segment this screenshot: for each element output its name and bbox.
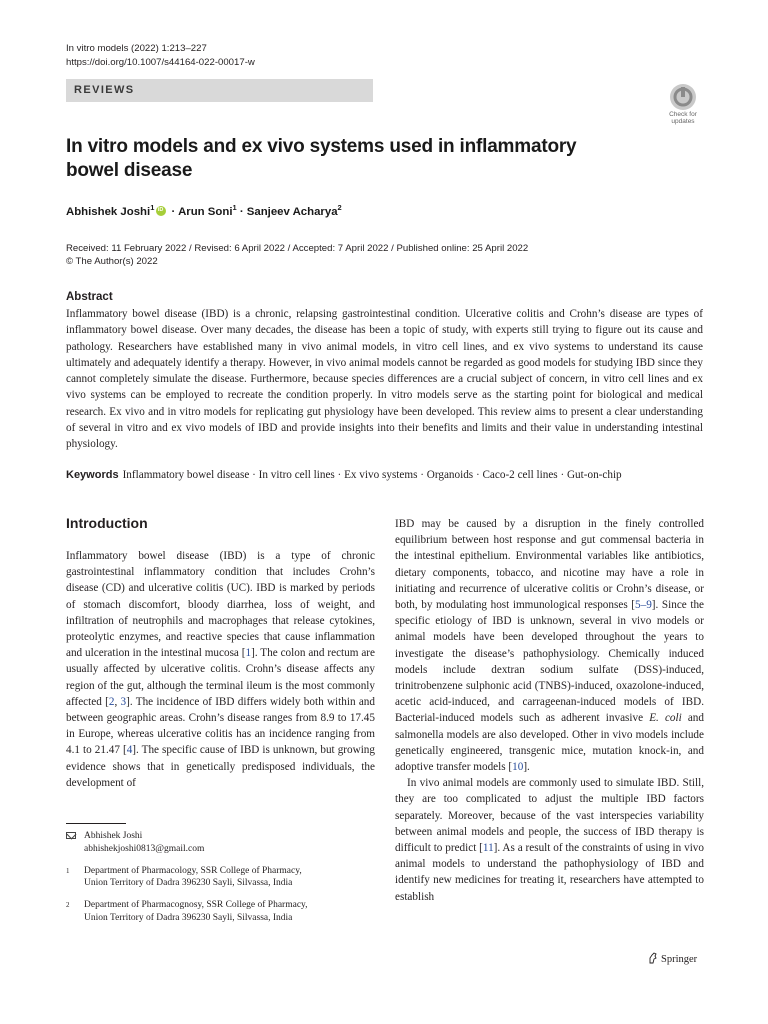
author-affiliation-mark: 1 [232,203,237,212]
footnote-divider [66,823,126,824]
corresponding-author-email[interactable]: abhishekjoshi0813@gmail.com [84,843,205,854]
body-column-left [66,548,375,791]
author-separator: · [168,205,179,218]
affiliation-line: Union Territory of Dadra 396230 Sayli, Silvassa, India [84,912,293,923]
article-title: In vitro models and ex vivo systems used in inflammatory bowel disease [66,136,577,181]
affiliation-mark: 1 [66,866,70,875]
corresponding-author-note [66,830,375,856]
citation-link[interactable]: 1 [245,647,252,660]
keywords-label: Keywords [66,469,119,481]
orcid-icon[interactable] [156,206,166,216]
envelope-icon [66,832,76,839]
author-affiliation-mark: 2 [337,203,342,212]
affiliation-line: Department of Pharmacology, SSR College of Pharmacy, [84,865,302,876]
doi-link[interactable]: https://doi.org/10.1007/s44164-022-00017-w [66,57,255,68]
keywords [66,469,622,481]
author-affiliation-mark: 1 [150,203,155,212]
introduction-heading: Introduction [66,515,148,531]
citation-link[interactable]: 2 [108,695,115,708]
citation-link[interactable]: 3 [120,695,127,708]
citation-link[interactable]: 5–9 [635,599,652,612]
copyright-line: © The Author(s) 2022 [66,256,158,267]
body-paragraph: Inflammatory bowel disease (IBD) is a type of chronic gastrointestinal inflammatory condition that includes Crohn’s disease (CD) and ulcerative colitis (UC). IBD is marked by periods of stomach discomfort, bloody diarrhea, loss of weight, and infiltration of neutrophils and macrophages that release cytokines, proteolytic enzymes, and reactive species that cause inflammation and ulceration in the intestinal mucosa [1]. The colon and rectum are usually affected by ulcerative colitis. Crohn’s disease affects any region of the gut, although the terminal ileum is the most commonly affected [2, 3]. The incidence of IBD differs widely both within and between geographic areas. Crohn’s disease ranges from 8.9 to 17.45 in Europe, whereas ulcerative colitis has an incidence ranging from 4.1 to 21.47 [4]. The specific cause of IBD is unknown, but growing evidence shows that in genetically predisposed individuals, the development of [66,550,375,789]
check-updates-line1: Check for [669,111,697,118]
body-column-right [395,516,704,905]
citation-link[interactable]: 4 [126,744,133,757]
affiliation-note [66,899,375,925]
publication-dates [66,242,528,268]
check-updates-icon [670,84,696,110]
abstract-heading: Abstract [66,291,113,303]
citation-link[interactable]: 10 [512,761,524,774]
keywords-text: Inflammatory bowel disease · In vitro cell lines · Ex vivo systems · Organoids · Caco-2 cell lines · Gut-on-chip [122,469,622,481]
check-for-updates-badge[interactable] [664,84,702,124]
publisher-name: Springer [661,954,698,965]
author-list [66,203,342,218]
body-paragraph: In vivo animal models are commonly used to simulate IBD. Still, they are too complicated to adjust the multiple IBD factors separately. Moreover, because of the vast interspecies variability between animal models and people, the success of IBD therapy is difficult to predict [11]. As a result of the constraints of using in vivo animal models to understand the pathophysiology of IBD and identify new medicines for treating it, researchers have attempted to establish [395,777,704,903]
author-name[interactable]: Sanjeev Acharya [246,205,338,218]
journal-citation: In vitro models (2022) 1:213–227 [66,43,207,54]
check-updates-line2: updates [671,118,695,125]
author-separator: · [236,205,247,218]
author-name[interactable]: Abhishek Joshi [66,205,151,218]
abstract-text: Inflammatory bowel disease (IBD) is a chronic, relapsing gastrointestinal condition. Ulcerative colitis and Crohn’s disease are types of inflammatory bowel disease. Over many decades, the disease has been a topic of study, with experts still trying to figure out its cause and pathology. Researchers have established many in vivo animal models, in vitro cell lines, and ex vivo systems to understand its cause ultimately and adequately identify a therapy. However, in vivo animal models cannot be regarded as good models for studying IBD since they cannot completely simulate the disease. Furthermore, because species differences are a crucial subject of concern, in vitro cell lines and ex vivo systems can be employed to recreate the condition properly. In vitro models serve as the starting point for biological and medical research. Ex vivo and in vitro models for replicating gut physiology have been developed. This review aims to present a clear understanding of several in vitro and ex vivo models of IBD and provide insights into their benefits and limits and their value in understanding intestinal physiology. [66,308,703,451]
citation-link[interactable]: 11 [482,842,494,855]
body-paragraph: IBD may be caused by a disruption in the finely controlled equilibrium between host response and gut commensal bacteria in the intestinal epithelium. Environmental variables like antibiotics, dietary components, tobacco, and nicotine may have a role in initiating and recurrence of ulcerative colitis or Crohn’s disease, or both, by modulating host immunological responses [5–9]. Since the specific etiology of IBD is unknown, several in vivo models or animal models have been developed throughout the years to investigate the disease’s pathophysiology. Chemically induced models include dextran sodium sulfate (DSS)-induced, trinitrobenzene sulphonic acid (TNBS)-induced, oxazolone-induced, acetic acid-induced, and carrageenan-induced models of IBD. Bacterial-induced models such as adherent invasive E. coli and salmonella models are also developed. Other in vivo models include genetically engineered, transgenic mice, mutation knock-in, and adoptive transfer models [10]. [395,518,705,774]
italic-species: E. coli [649,712,682,725]
corresponding-author-name: Abhishek Joshi [84,831,143,841]
affiliation-line: Department of Pharmacognosy, SSR College of Pharmacy, [84,900,308,911]
section-type-label: REVIEWS [74,84,135,96]
section-type-bar [66,79,373,102]
history-dates: Received: 11 February 2022 / Revised: 6 April 2022 / Accepted: 7 April 2022 / Published online: 25 April 2022 [66,243,529,254]
affiliation-mark: 2 [66,901,70,910]
affiliation-note [66,865,375,891]
springer-horse-icon [648,952,658,964]
publisher-footer [648,952,697,965]
footnotes [66,830,375,934]
journal-meta [66,42,255,70]
affiliation-line: Union Territory of Dadra 396230 Sayli, Silvassa, India [84,878,293,889]
author-name[interactable]: Arun Soni [178,205,233,218]
